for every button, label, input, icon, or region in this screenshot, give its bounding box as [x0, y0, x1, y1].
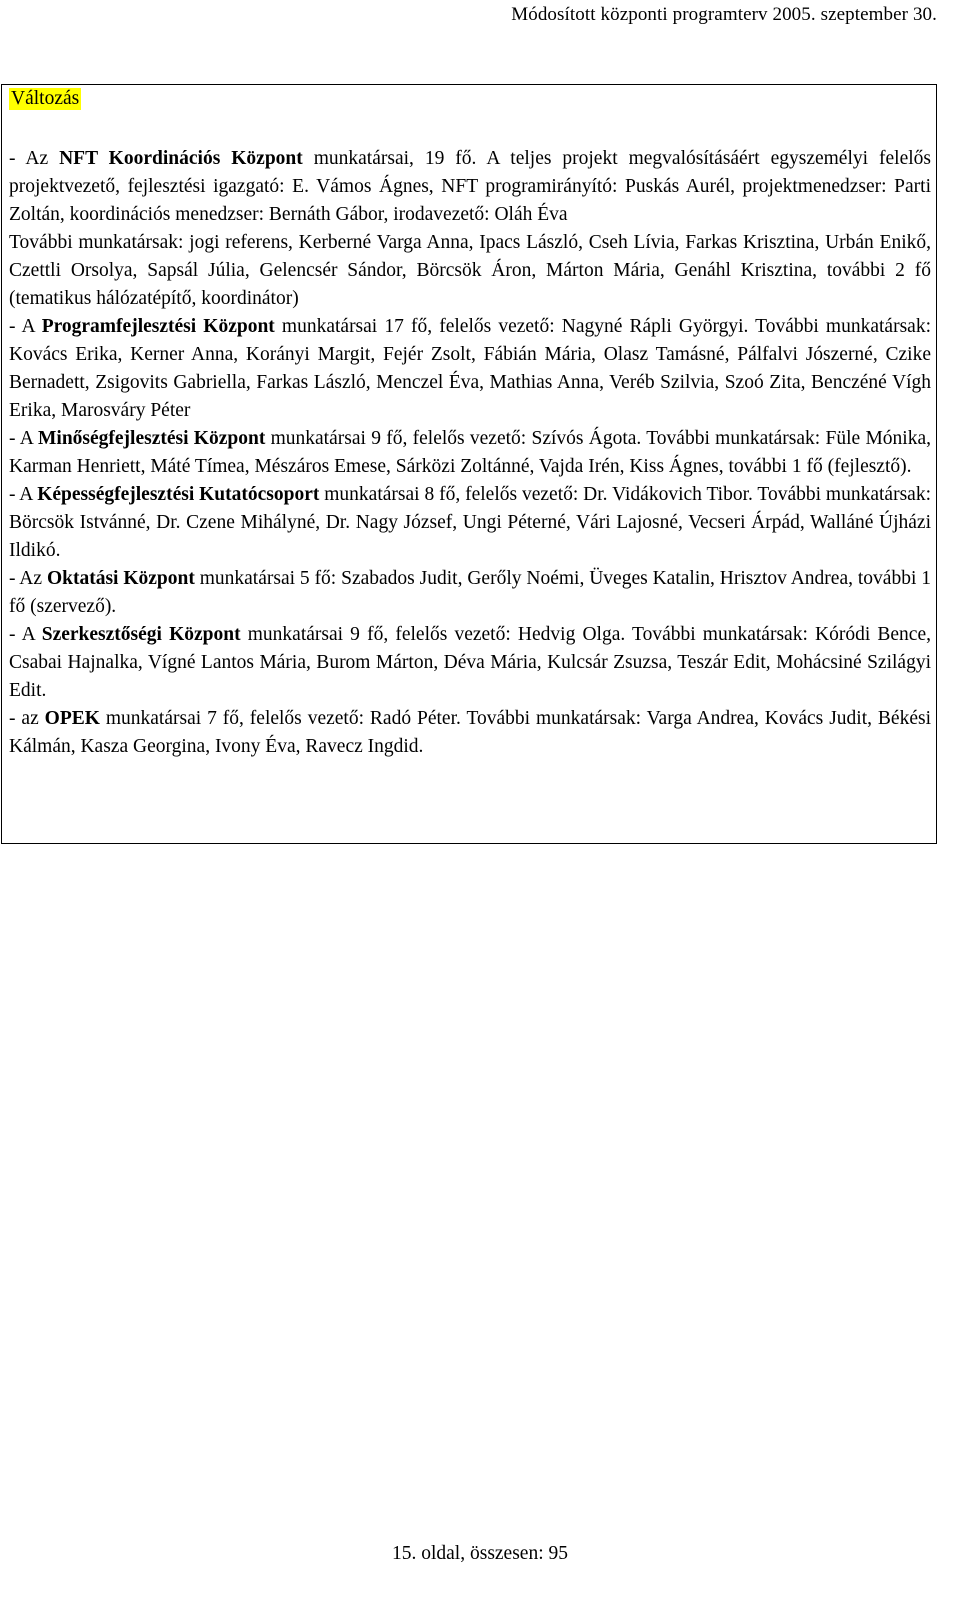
- paragraph-nft-center: - Az NFT Koordinációs Központ munkatársai, 19 fő. A teljes projekt megvalósításáért egyszemélyi felelős projektvezető, fejlesztési igazgató: E. Vámos Ágnes, NFT programirányító: Puskás Aurél, projektmenedzser: Parti Zoltán, koordinációs menedzser: Bernáth Gábor, irodavezető: Oláh Éva: [9, 148, 931, 225]
- paragraph-education-center: - Az Oktatási Központ munkatársai 5 fő: Szabados Judit, Gerőly Noémi, Üveges Katalin, Hrisztov Andrea, további 1 fő (szervező).: [9, 568, 931, 617]
- paragraph-nft-staff: További munkatársak: jogi referens, Kerberné Varga Anna, Ipacs László, Cseh Lívia, Farkas Krisztina, Urbán Enikő, Czettli Orsolya, Sapsál Júlia, Gelencsér Sándor, Börcsök Áron, Márton Mária, Genáhl Krisztina, további 2 fő (tematikus hálózatépítő, koordinátor): [9, 232, 931, 309]
- document-header: Módosított központi programterv 2005. szeptember 30.: [511, 4, 937, 25]
- paragraph-quality-development: - A Minőségfejlesztési Központ munkatársai 9 fő, felelős vezető: Szívós Ágota. További munkatársak: Füle Mónika, Karman Henriett, Máté Tímea, Mészáros Emese, Sárközi Zoltánné, Vajda Irén, Kiss Ágnes, további 1 fő (fejlesztő).: [9, 428, 931, 477]
- paragraph-editorial-center: - A Szerkesztőségi Központ munkatársai 9 fő, felelős vezető: Hedvig Olga. További munkatársak: Kóródi Bence, Csabai Hajnalka, Vígné Lantos Mária, Burom Márton, Déva Mária, Kulcsár Zsuzsa, Teszár Edit, Mohácsiné Szilágyi Edit.: [9, 624, 931, 701]
- page-number: 15. oldal, összesen: 95: [391, 1543, 568, 1564]
- change-content: [9, 145, 931, 761]
- paragraph-program-development: - A Programfejlesztési Központ munkatársai 17 fő, felelős vezető: Nagyné Rápli Györgyi. További munkatársak: Kovács Erika, Kerner Anna, Korányi Margit, Fejér Zsolt, Fábián Mária, Olasz Tamásné, Pálfalvi Jószerné, Czike Bernadett, Zsigovits Gabriella, Farkas László, Menczel Éva, Mathias Anna, Veréb Szilvia, Szoó Zita, Benczéné Vígh Erika, Marosváry Péter: [9, 316, 931, 421]
- change-label: Változás: [11, 88, 80, 109]
- paragraph-skills-research: - A Képességfejlesztési Kutatócsoport munkatársai 8 fő, felelős vezető: Dr. Vidákovich Tibor. További munkatársak: Börcsök Istvánné, Dr. Czene Mihályné, Dr. Nagy József, Ungi Péterné, Vári Lajosné, Vecseri Árpád, Walláné Újházi Ildikó.: [9, 484, 931, 561]
- paragraph-opek: - az OPEK munkatársai 7 fő, felelős vezető: Radó Péter. További munkatársak: Varga Andrea, Kovács Judit, Békési Kálmán, Kasza Georgina, Ivony Éva, Ravecz Ingdid.: [9, 708, 931, 757]
